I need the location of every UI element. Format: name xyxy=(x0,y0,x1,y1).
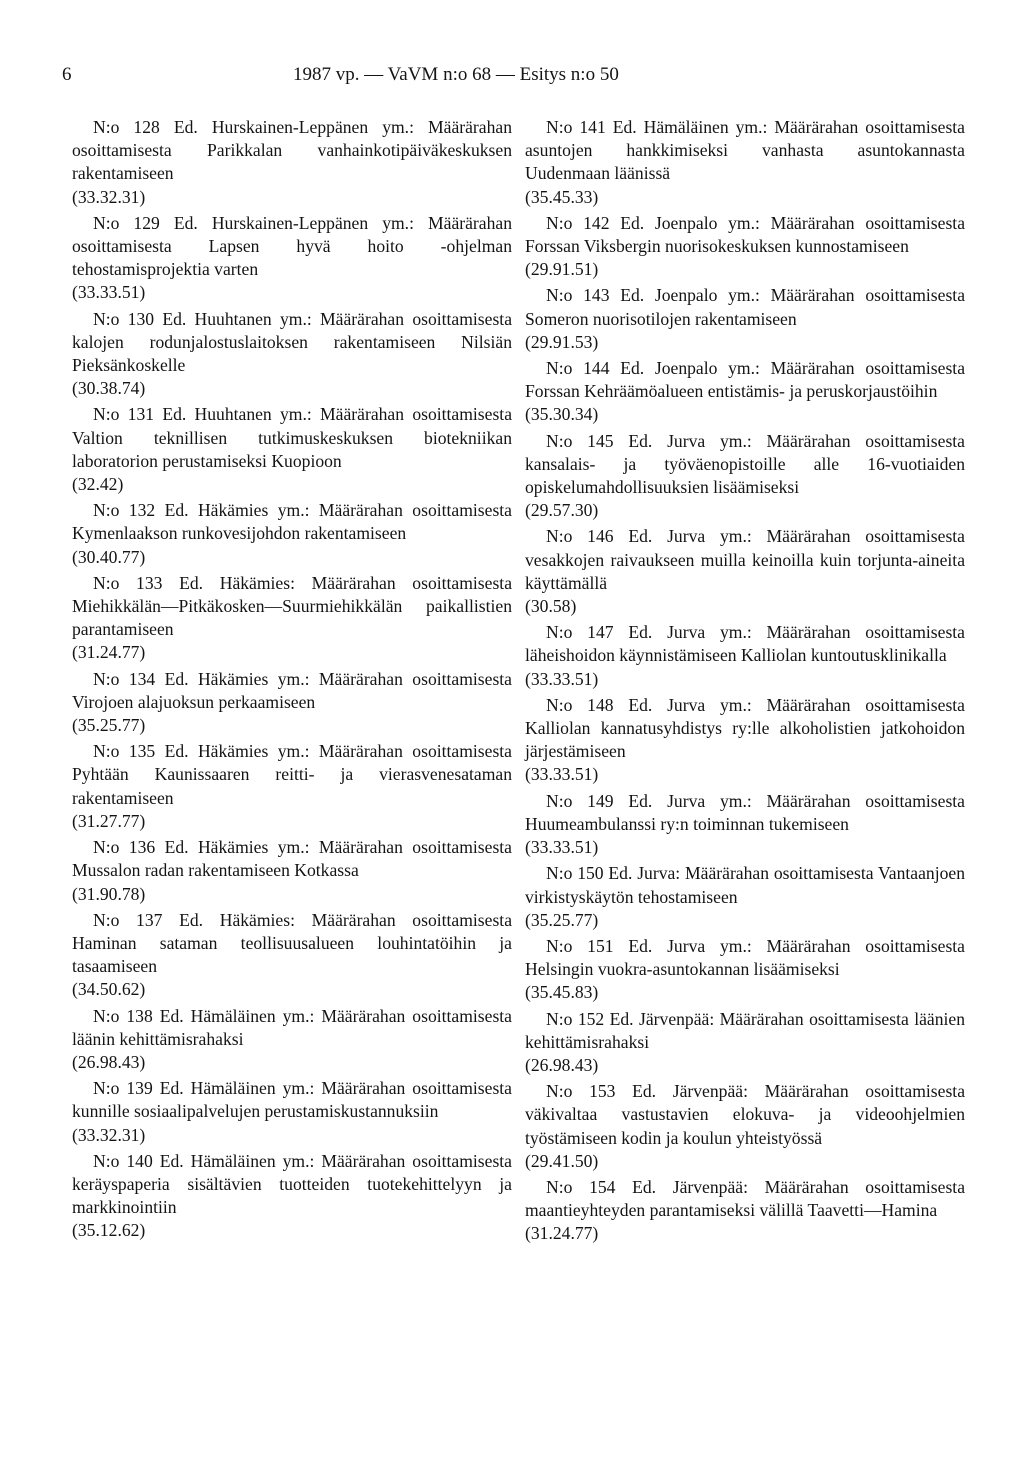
budget-code: (35.30.34) xyxy=(525,404,599,425)
motion-text: N:o 152 Ed. Järvenpää: Määrärahan osoittamisesta läänien kehittämisrahaksi xyxy=(525,1008,965,1052)
motion-entry xyxy=(525,862,965,932)
motion-entry xyxy=(72,572,512,665)
running-title: 1987 vp. — VaVM n:o 68 — Esitys n:o 50 xyxy=(293,64,619,85)
budget-code: (29.91.51) xyxy=(525,259,599,280)
motion-entry xyxy=(525,357,965,427)
budget-code: (33.32.31) xyxy=(72,186,146,207)
page-number: 6 xyxy=(62,64,72,85)
budget-code: (35.12.62) xyxy=(72,1220,146,1241)
motion-entry xyxy=(525,212,965,282)
motion-text: N:o 151 Ed. Jurva ym.: Määrärahan osoittamisesta Helsingin vuokra-asuntokannan lisäämiseksi xyxy=(525,935,965,980)
motion-entry xyxy=(525,1008,965,1078)
budget-code: (31.90.78) xyxy=(72,883,146,904)
budget-code: (29.41.50) xyxy=(525,1150,599,1171)
motion-text: N:o 131 Ed. Huuhtanen ym.: Määrärahan osoittamisesta Valtion teknillisen tutkimuskeskuksen biotekniikan laboratorion perustamiseksi Kuopioon xyxy=(72,404,512,471)
motion-text: N:o 137 Ed. Häkämies: Määrärahan osoittamisesta Haminan sataman teollisuusalueen louhintatöihin ja tasaamiseen xyxy=(72,909,512,977)
motion-text: N:o 135 Ed. Häkämies ym.: Määrärahan osoittamisesta Pyhtään Kaunissaaren reitti- ja vierasvenesataman rakentamiseen xyxy=(72,741,512,808)
budget-code: (33.33.51) xyxy=(72,282,146,303)
motion-text: N:o 144 Ed. Joenpalo ym.: Määrärahan osoittamisesta Forssan Kehräämöalueen entistämis- ja peruskorjaustöihin xyxy=(525,358,965,402)
motion-text: N:o 146 Ed. Jurva ym.: Määrärahan osoittamisesta vesakkojen raivaukseen muilla keinoilla kuin torjunta-aineita käyttämällä xyxy=(525,526,965,593)
motion-text: N:o 141 Ed. Hämäläinen ym.: Määrärahan osoittamisesta asuntojen hankkimiseksi vanhasta asuntokannasta Uudenmaan läänissä xyxy=(525,117,965,184)
motion-text: N:o 147 Ed. Jurva ym.: Määrärahan osoittamisesta läheishoidon käynnistämiseen Kalliolan kuntoutusklinikalla xyxy=(525,622,965,666)
motion-text: N:o 140 Ed. Hämäläinen ym.: Määrärahan osoittamisesta keräyspaperia sisältävien tuotteiden tuotekehittelyyn ja markkinointiin xyxy=(72,1150,512,1218)
motion-text: N:o 149 Ed. Jurva ym.: Määrärahan osoittamisesta Huumeambulanssi ry:n toiminnan tukemiseen xyxy=(525,790,965,834)
motion-entry xyxy=(525,935,965,1005)
motion-text: N:o 154 Ed. Järvenpää: Määrärahan osoittamisesta maantieyhteyden parantamiseksi välillä Taavetti—Hamina xyxy=(525,1176,965,1221)
motion-text: N:o 143 Ed. Joenpalo ym.: Määrärahan osoittamisesta Someron nuorisotilojen rakentamiseen xyxy=(525,285,965,329)
budget-code: (26.98.43) xyxy=(72,1051,146,1072)
motion-entry xyxy=(525,430,965,523)
motion-entry xyxy=(72,1005,512,1075)
budget-code: (31.24.77) xyxy=(72,642,146,663)
budget-code: (35.45.83) xyxy=(525,982,599,1003)
motion-entry xyxy=(72,740,512,833)
budget-code: (31.24.77) xyxy=(525,1223,599,1244)
motion-text: N:o 128 Ed. Hurskainen-Leppänen ym.: Määrärahan osoittamisesta Parikkalan vanhainkotipäiväkeskuksen rakentamiseen xyxy=(72,117,512,184)
motion-entry xyxy=(72,909,512,1002)
motion-text: N:o 148 Ed. Jurva ym.: Määrärahan osoittamisesta Kalliolan kannatusyhdistys ry:lle alkoholistien jatkohoidon järjestämiseen xyxy=(525,694,965,762)
motion-entry xyxy=(525,116,965,209)
motion-entry xyxy=(72,212,512,305)
motion-text: N:o 130 Ed. Huuhtanen ym.: Määrärahan osoittamisesta kalojen rodunjalostuslaitoksen rakentamiseen Nilsiän Pieksänkoskelle xyxy=(72,308,512,376)
budget-code: (30.40.77) xyxy=(72,546,146,567)
motion-entry xyxy=(72,403,512,496)
budget-code: (35.25.77) xyxy=(72,715,146,736)
motion-text: N:o 133 Ed. Häkämies: Määrärahan osoittamisesta Miehikkälän—Pitkäkosken—Suurmiehikkälän paikallistien parantamiseen xyxy=(72,572,512,640)
budget-code: (30.38.74) xyxy=(72,378,146,399)
motion-text: N:o 136 Ed. Häkämies ym.: Määrärahan osoittamisesta Mussalon radan rakentamiseen Kotkassa xyxy=(72,837,512,881)
motion-text: N:o 139 Ed. Hämäläinen ym.: Määrärahan osoittamisesta kunnille sosiaalipalvelujen perustamiskustannuksiin xyxy=(72,1078,512,1122)
budget-code: (33.32.31) xyxy=(72,1124,146,1145)
motion-text: N:o 142 Ed. Joenpalo ym.: Määrärahan osoittamisesta Forssan Viksbergin nuorisokeskuksen kunnostamiseen xyxy=(525,212,965,257)
motion-text: N:o 129 Ed. Hurskainen-Leppänen ym.: Määrärahan osoittamisesta Lapsen hyvä hoito -ohjelman tehostamisprojektia varten xyxy=(72,212,512,280)
motion-entry xyxy=(525,1080,965,1173)
motion-entry xyxy=(72,499,512,569)
motion-entry xyxy=(72,308,512,401)
motion-entry xyxy=(525,694,965,787)
right-column xyxy=(525,116,965,1249)
budget-code: (29.57.30) xyxy=(525,500,599,521)
motion-entry xyxy=(72,1077,512,1147)
motion-text: N:o 132 Ed. Häkämies ym.: Määrärahan osoittamisesta Kymenlaakson runkovesijohdon rakentamiseen xyxy=(72,500,512,544)
budget-code: (33.33.51) xyxy=(525,764,599,785)
motion-text: N:o 145 Ed. Jurva ym.: Määrärahan osoittamisesta kansalais- ja työväenopistoille alle 16-vuotiaiden opiskelumahdollisuuksien lisäämiseksi xyxy=(525,430,965,498)
motion-entry xyxy=(525,1176,965,1246)
budget-code: (29.91.53) xyxy=(525,331,599,352)
budget-code: (33.33.51) xyxy=(525,837,599,858)
motion-entry xyxy=(72,1150,512,1243)
budget-code: (26.98.43) xyxy=(525,1054,599,1075)
left-column xyxy=(72,116,512,1246)
motion-entry xyxy=(72,116,512,209)
budget-code: (33.33.51) xyxy=(525,668,599,689)
motion-text: N:o 150 Ed. Jurva: Määrärahan osoittamisesta Vantaanjoen virkistyskäytön tehostamiseen xyxy=(525,863,965,907)
motion-text: N:o 153 Ed. Järvenpää: Määrärahan osoittamisesta väkivaltaa vastustavien elokuva- ja videoohjelmien työstämiseen kodin ja koulun yhteistyössä xyxy=(525,1081,965,1148)
budget-code: (30.58) xyxy=(525,596,577,617)
motion-text: N:o 138 Ed. Hämäläinen ym.: Määrärahan osoittamisesta läänin kehittämisrahaksi xyxy=(72,1005,512,1049)
motion-entry xyxy=(525,621,965,691)
motion-entry xyxy=(525,790,965,860)
motion-text: N:o 134 Ed. Häkämies ym.: Määrärahan osoittamisesta Virojoen alajuoksun perkaamiseen xyxy=(72,668,512,712)
motion-entry xyxy=(525,525,965,618)
motion-entry xyxy=(525,284,965,354)
budget-code: (31.27.77) xyxy=(72,810,146,831)
budget-code: (34.50.62) xyxy=(72,979,146,1000)
budget-code: (35.45.33) xyxy=(525,186,599,207)
budget-code: (32.42) xyxy=(72,474,124,495)
motion-entry xyxy=(72,668,512,738)
budget-code: (35.25.77) xyxy=(525,909,599,930)
motion-entry xyxy=(72,836,512,906)
